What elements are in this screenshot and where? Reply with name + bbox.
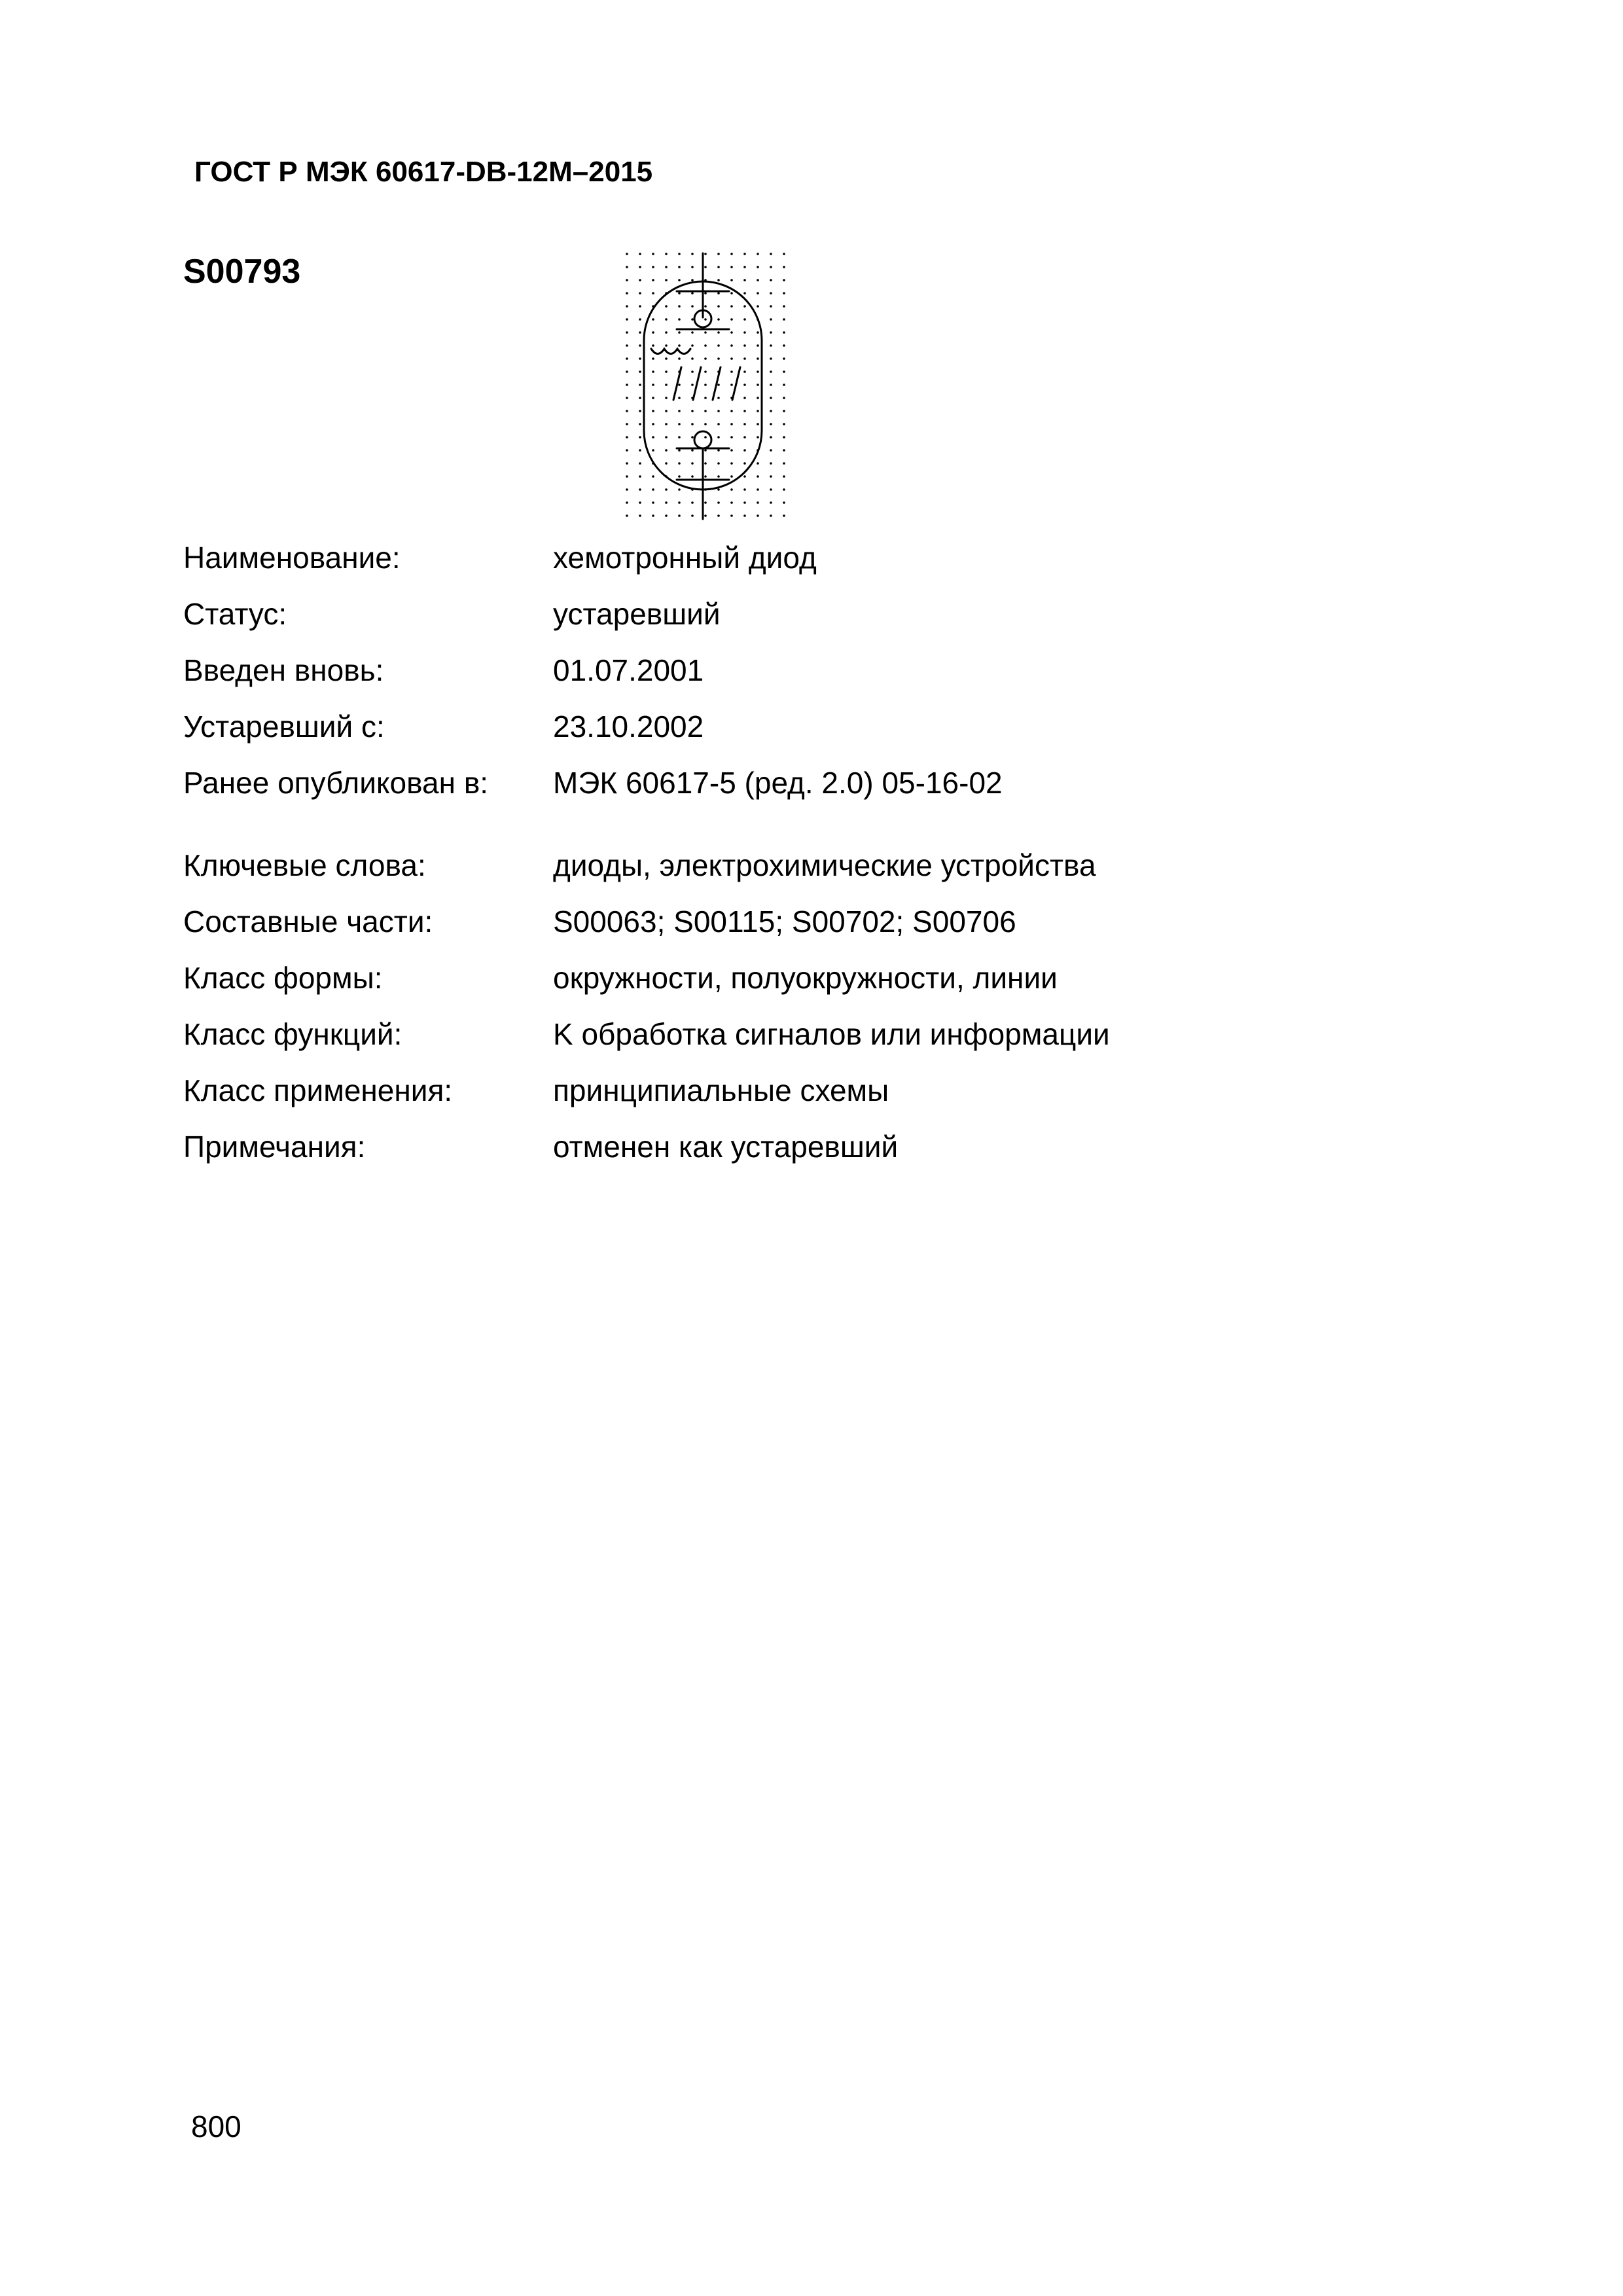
field-label: Ранее опубликован в: (183, 766, 489, 800)
field-notes (183, 1129, 1427, 1168)
field-value: диоды, электрохимические устройства (553, 848, 1096, 882)
standard-header: ГОСТ Р МЭК 60617-DB-12M–2015 (194, 156, 653, 188)
field-value: 23.10.2002 (553, 709, 704, 744)
field-keywords (183, 848, 1427, 887)
field-function-class (183, 1016, 1427, 1056)
field-label: Класс применения: (183, 1073, 453, 1107)
field-label: Введен вновь: (183, 653, 384, 687)
field-value: МЭК 60617-5 (ред. 2.0) 05-16-02 (553, 766, 1003, 800)
field-value: окружности, полуокружности, линии (553, 961, 1058, 995)
field-label: Статус: (183, 597, 287, 631)
field-status (183, 596, 1427, 636)
field-value: K обработка сигналов или информации (553, 1017, 1110, 1051)
field-label: Примечания: (183, 1130, 366, 1164)
field-label: Наименование: (183, 541, 401, 575)
page-number: 800 (191, 2109, 241, 2144)
field-value: хемотронный диод (553, 541, 817, 575)
field-label: Класс формы: (183, 961, 383, 995)
field-introduced (183, 653, 1427, 692)
field-label: Составные части: (183, 905, 433, 939)
field-application-class (183, 1073, 1427, 1112)
field-obsolete-since (183, 709, 1427, 748)
field-previously-published (183, 765, 1427, 804)
chemotron-diode-symbol-icon (625, 252, 785, 520)
field-shape-class (183, 960, 1427, 999)
field-value: принципиальные схемы (553, 1073, 889, 1107)
field-label: Устаревший с: (183, 709, 385, 744)
symbol-id: S00793 (183, 253, 301, 291)
field-value: 01.07.2001 (553, 653, 704, 687)
field-label: Ключевые слова: (183, 848, 426, 882)
field-name (183, 540, 1427, 579)
field-value: S00063; S00115; S00702; S00706 (553, 905, 1016, 939)
field-value: устаревший (553, 597, 721, 631)
field-value: отменен как устаревший (553, 1130, 899, 1164)
field-components (183, 904, 1427, 943)
field-label: Класс функций: (183, 1017, 402, 1051)
